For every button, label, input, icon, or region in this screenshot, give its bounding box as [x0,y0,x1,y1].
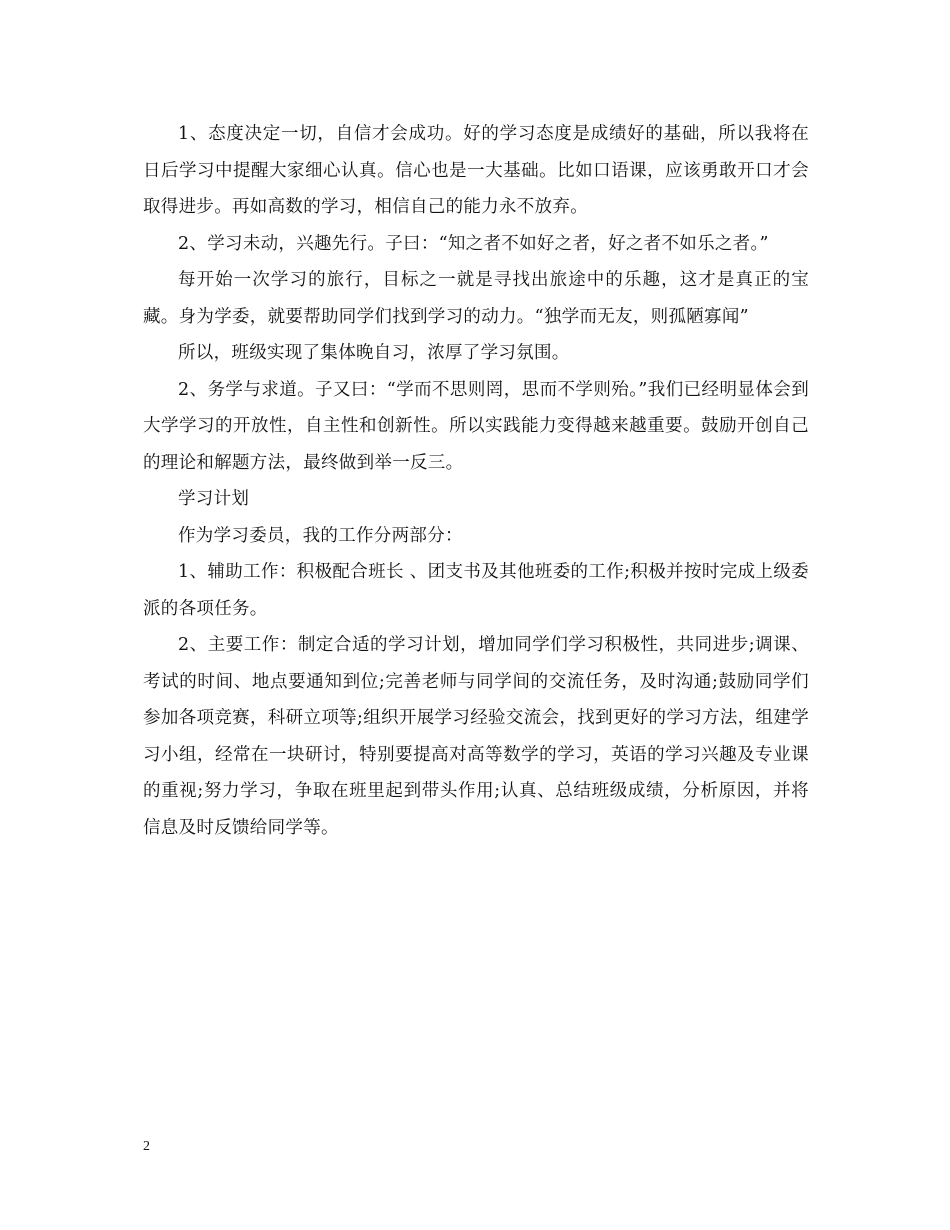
section-heading-study-plan: 学习计划 [178,489,250,509]
paragraph-auxiliary-work: 1、辅助工作：积极配合班长 、团支书及其他班委的工作;积极并按时完成上级委派的各项任务。 [143,562,809,619]
paragraph-journey: 每开始一次学习的旅行，目标之一就是寻找出旅途中的乐趣，这才是真正的宝藏。身为学委，就要帮助同学们找到学习的动力。“独学而无友，则孤陋寡闻” [143,270,809,327]
page-number: 2 [143,1139,150,1154]
paragraph-work-intro: 作为学习委员，我的工作分两部分： [178,525,463,546]
paragraph-learning-method: 2、务学与求道。子又曰：“学而不思则罔，思而不学则殆。”我们已经明显体会到大学学习的开放性，自主性和创新性。所以实践能力变得越来越重要。鼓励开创自己的理论和解题方法，最终做到举一反三。 [143,379,809,473]
paragraph-self-study: 所以，班级实现了集体晚自习，浓厚了学习氛围。 [178,343,570,363]
paragraph-interest: 2、学习未动，兴趣先行。子曰：“知之者不如好之者，好之者不如乐之者。” [178,233,769,254]
paragraph-main-work: 2、主要工作：制定合适的学习计划，增加同学们学习积极性，共同进步;调课、考试的时间、地点要通知到位;完善老师与同学间的交流任务，及时沟通;鼓励同学们参加各项竞赛，科研立项等;组织开展学习经验交流会，找到更好的学习方法，组建学习小组，经常在一块研讨，特别要提高对高等数学的学习，英语的学习兴趣及专业课的重视;努力学习，争取在班里起到带头作用;认真、总结班级成绩，分析原因，并将信息及时反馈给同学等。 [143,635,809,838]
document-body [143,116,809,846]
paragraph-attitude: 1、态度决定一切，自信才会成功。好的学习态度是成绩好的基础，所以我将在日后学习中提醒大家细心认真。信心也是一大基础。比如口语课，应该勇敢开口才会取得进步。再如高数的学习，相信自己的能力永不放弃。 [143,124,809,217]
